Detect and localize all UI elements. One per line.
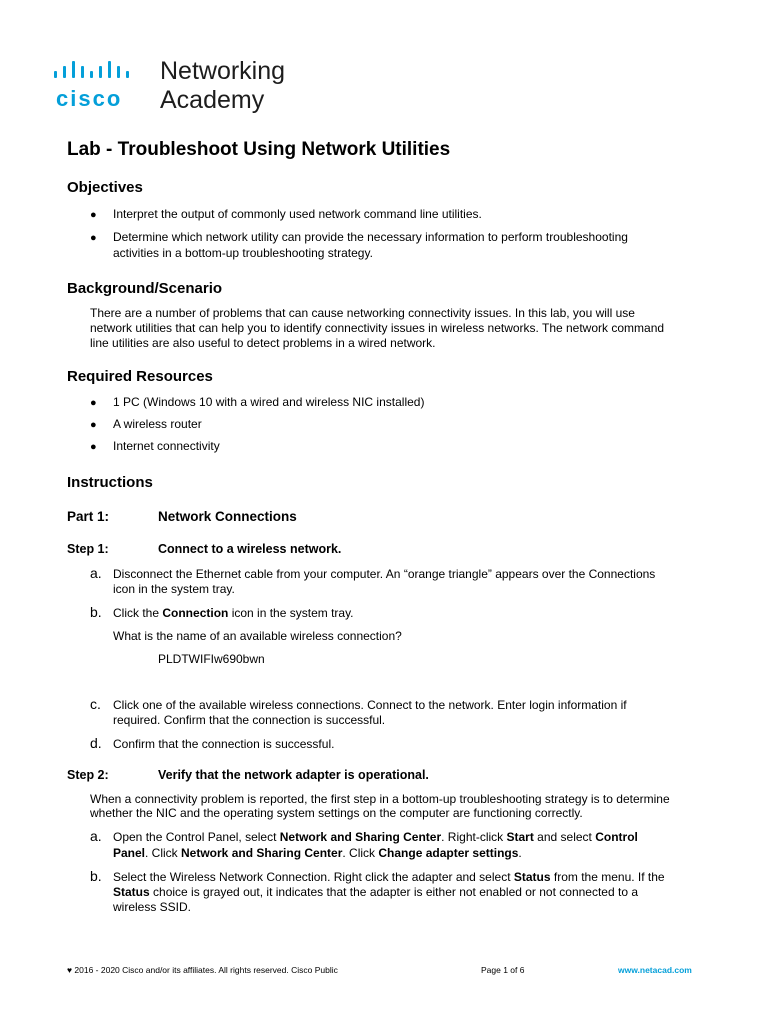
- background-heading: Background/Scenario: [67, 280, 223, 297]
- question-text: What is the name of an available wireless connection?: [113, 629, 402, 643]
- list-letter-a: a.: [90, 828, 102, 844]
- list-letter-c: c.: [90, 696, 101, 712]
- step-title: Verify that the network adapter is operational.: [158, 768, 429, 782]
- resource-item: Internet connectivity: [113, 439, 220, 453]
- background-line: line utilities are also useful to detect problems in a wired network.: [90, 336, 436, 350]
- footer-page-number: Page 1 of 6: [481, 965, 525, 975]
- bullet-icon: ●: [90, 397, 97, 409]
- step-label: Step 2:: [67, 768, 109, 782]
- step2-a-line: Panel. Click Network and Sharing Center. Click Change adapter settings.: [113, 846, 522, 860]
- bullet-icon: ●: [90, 209, 97, 221]
- objective-item: Interpret the output of commonly used network command line utilities.: [113, 207, 482, 221]
- step-title: Connect to a wireless network.: [158, 542, 342, 556]
- list-letter-b: b.: [90, 868, 102, 884]
- background-line: There are a number of problems that can cause networking connectivity issues. In this lab, you will use: [90, 306, 635, 320]
- step1-c-line: Click one of the available wireless connections. Connect to the network. Enter login information if: [113, 698, 627, 712]
- step2-b-line: Select the Wireless Network Connection. Right click the adapter and select Status from the menu. If the: [113, 870, 665, 884]
- step2-b-line: Status choice is grayed out, it indicates that the adapter is either not enabled or not connected to a: [113, 885, 639, 899]
- cisco-wordmark: cisco: [56, 86, 123, 111]
- step1-d-line: Confirm that the connection is successful.: [113, 737, 335, 751]
- bullet-icon: ●: [90, 419, 97, 431]
- step2-a-line: Open the Control Panel, select Network and Sharing Center. Right-click Start and select Control: [113, 830, 638, 844]
- objectives-heading: Objectives: [67, 179, 143, 196]
- background-line: network utilities that can help you to identify connectivity issues in wireless networks. The network command: [90, 321, 665, 335]
- part-title: Network Connections: [158, 509, 297, 524]
- logo-networking: Networking: [160, 57, 286, 85]
- bullet-icon: ●: [90, 232, 97, 244]
- step2-intro-line: When a connectivity problem is reported, the first step in a bottom-up troubleshooting strategy is to determine: [90, 792, 670, 806]
- list-letter-d: d.: [90, 735, 102, 751]
- list-letter-b: b.: [90, 604, 102, 620]
- bullet-icon: ●: [90, 441, 97, 453]
- objective-item-continued: activities in a bottom-up troubleshooting strategy.: [113, 246, 373, 260]
- footer-copyright: ♥ 2016 - 2020 Cisco and/or its affiliates. All rights reserved. Cisco Public: [67, 965, 338, 975]
- step-label: Step 1:: [67, 542, 109, 556]
- answer-text: PLDTWIFIw690bwn: [158, 652, 265, 666]
- resource-item: A wireless router: [113, 417, 202, 431]
- logo-academy: Academy: [160, 86, 265, 114]
- step1-b-line: Click the Connection icon in the system tray.: [113, 606, 354, 620]
- step1-a-line: Disconnect the Ethernet cable from your computer. An “orange triangle” appears over the Connections: [113, 567, 656, 581]
- list-letter-a: a.: [90, 565, 102, 581]
- instructions-heading: Instructions: [67, 474, 153, 491]
- step2-intro-line: whether the NIC and the operating system settings on the computer are functioning correctly.: [90, 806, 583, 820]
- footer-link[interactable]: www.netacad.com: [618, 965, 692, 975]
- step2-b-line: wireless SSID.: [113, 900, 192, 914]
- page-title: Lab - Troubleshoot Using Network Utilities: [67, 139, 451, 160]
- step1-c-line: required. Confirm that the connection is successful.: [113, 713, 386, 727]
- part-label: Part 1:: [67, 509, 110, 524]
- resource-item: 1 PC (Windows 10 with a wired and wireless NIC installed): [113, 395, 425, 409]
- resources-heading: Required Resources: [67, 368, 213, 385]
- objective-item: Determine which network utility can provide the necessary information to perform troubleshooting: [113, 230, 628, 244]
- step1-a-line: icon in the system tray.: [113, 582, 235, 596]
